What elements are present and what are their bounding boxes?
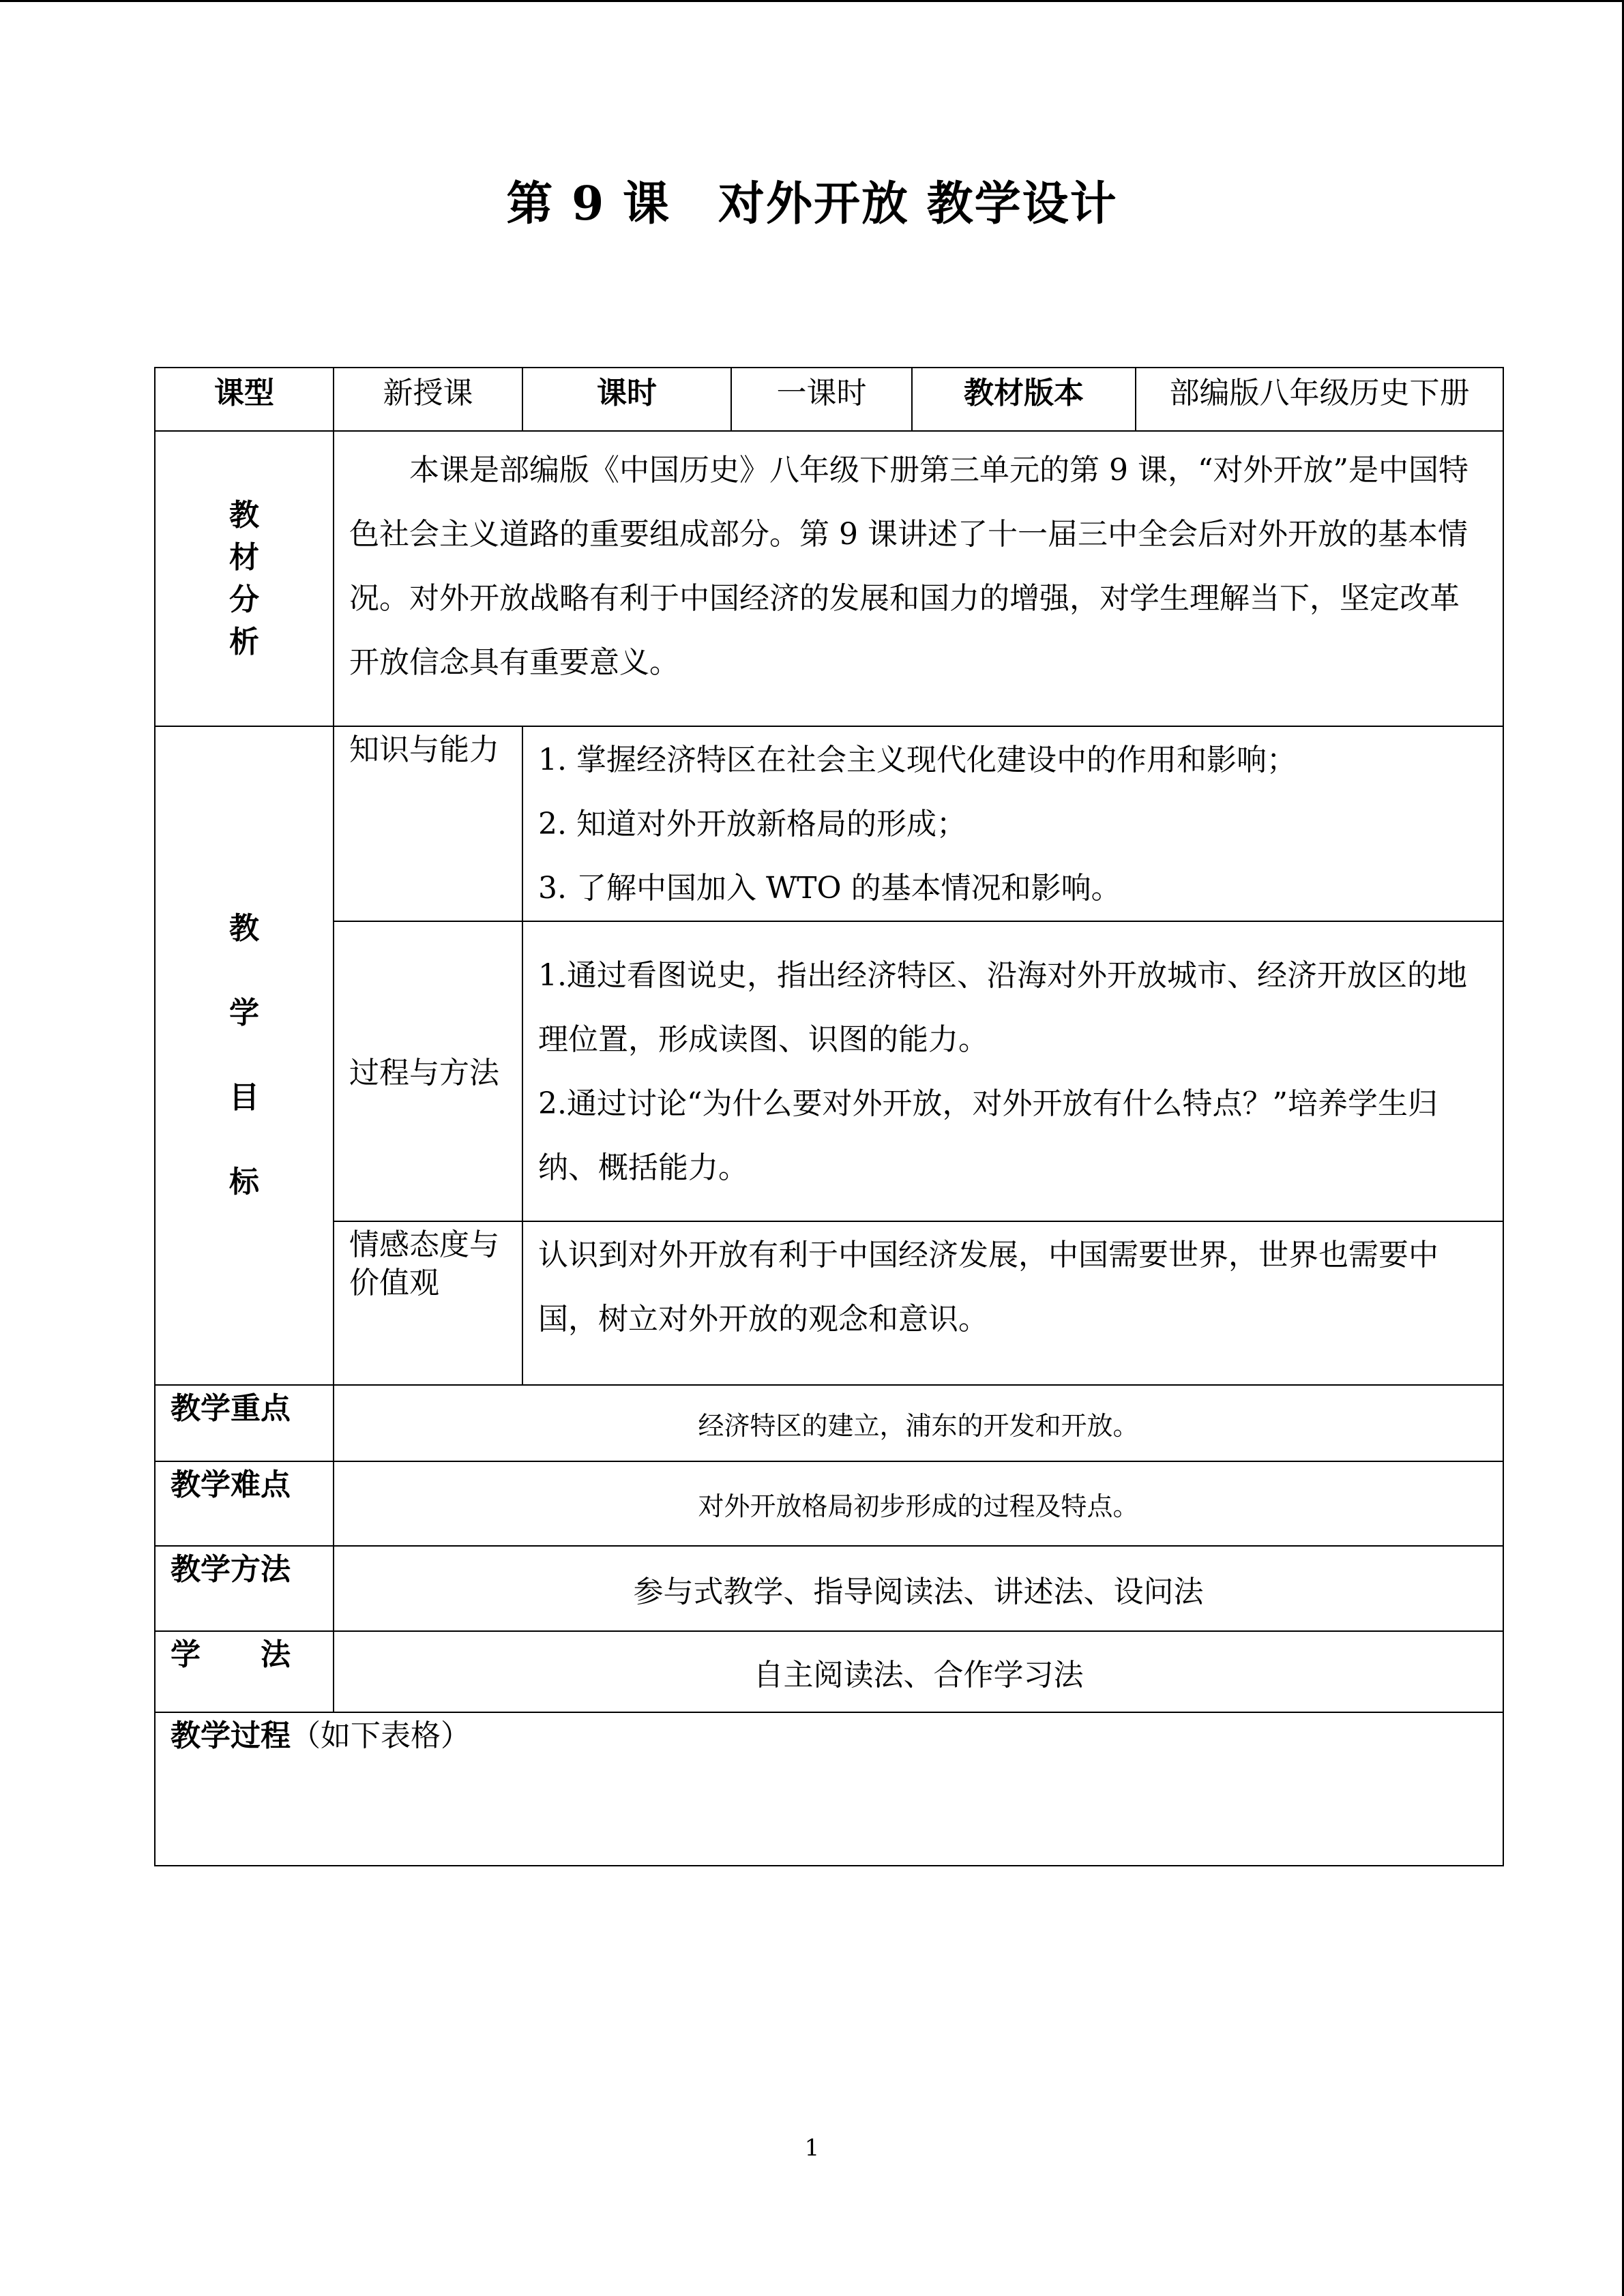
- methods-label: 教学方法: [155, 1546, 334, 1631]
- process-section-note: （如下表格）: [291, 1718, 471, 1753]
- list-item: 3. 了解中国加入 WTO 的基本情况和影响。: [538, 871, 1121, 906]
- analysis-label-char: 分: [229, 582, 259, 617]
- difficulties-label: 教学难点: [155, 1461, 334, 1546]
- page-number: 1: [804, 2134, 820, 2162]
- emotion-label: 情感态度与价值观: [334, 1221, 522, 1385]
- edition-label: 教材版本: [912, 368, 1136, 431]
- study-row: [155, 1631, 1503, 1712]
- emotion-text: 认识到对外开放有利于中国经济发展，中国需要世界，世界也需要中国，树立对外开放的观念和意识。: [522, 1221, 1503, 1385]
- analysis-label-char: 教: [229, 497, 259, 533]
- difficulties-value: 对外开放格局初步形成的过程及特点。: [334, 1461, 1503, 1546]
- key-points-value: 经济特区的建立，浦东的开发和开放。: [334, 1385, 1503, 1461]
- analysis-text: 本课是部编版《中国历史》八年级下册第三单元的第 9 课，“对外开放”是中国特色社会主义道路的重要组成部分。第 9 课讲述了十一届三中全会后对外开放的基本情况。对外开放战略有利于中国经济的发展和国力的增强，对学生理解当下，坚定改革开放信念具有重要意义。: [334, 431, 1503, 726]
- process-items: [522, 921, 1503, 1221]
- edition-value: 部编版八年级历史下册: [1136, 368, 1503, 431]
- process-section-label: 教学过程: [171, 1718, 291, 1753]
- type-value: 新授课: [334, 368, 522, 431]
- knowledge-label: 知识与能力: [334, 726, 522, 921]
- lesson-plan-table: [154, 367, 1504, 1866]
- list-item: 1. 掌握经济特区在社会主义现代化建设中的作用和影响；: [538, 743, 1297, 777]
- goals-label-char: 教: [229, 911, 259, 946]
- knowledge-row: [155, 726, 1503, 921]
- emotion-row: [155, 1221, 1503, 1385]
- process-label: 过程与方法: [334, 921, 522, 1221]
- key-points-label: 教学重点: [155, 1385, 334, 1461]
- analysis-label-char: 材: [229, 539, 259, 575]
- analysis-row: [155, 431, 1503, 726]
- list-item: 2.通过讨论“为什么要对外开放，对外开放有什么特点？”培养学生归纳、概括能力。: [538, 1086, 1438, 1185]
- page-title: 第 9 课 对外开放 教学设计: [506, 177, 1118, 231]
- process-row: [155, 921, 1503, 1221]
- difficulties-row: [155, 1461, 1503, 1546]
- goals-label-char: 标: [229, 1165, 259, 1199]
- study-label: 学 法: [155, 1631, 334, 1712]
- lesson-info-row: [155, 368, 1503, 431]
- analysis-label: [155, 431, 334, 726]
- methods-value: 参与式教学、指导阅读法、讲述法、设问法: [334, 1546, 1503, 1631]
- methods-row: [155, 1546, 1503, 1631]
- goals-label-char: 目: [229, 1080, 259, 1115]
- type-label: 课型: [155, 368, 334, 431]
- list-item: 2. 知道对外开放新格局的形成；: [538, 807, 966, 841]
- study-value: 自主阅读法、合作学习法: [334, 1631, 1503, 1712]
- process-section: [155, 1712, 1503, 1866]
- process-section-row: [155, 1712, 1503, 1866]
- knowledge-items: [522, 726, 1503, 921]
- hours-label: 课时: [522, 368, 731, 431]
- hours-value: 一课时: [731, 368, 912, 431]
- goals-label-char: 学: [229, 996, 259, 1030]
- goals-label: [155, 726, 334, 1385]
- key-points-row: [155, 1385, 1503, 1461]
- analysis-label-char: 析: [229, 624, 259, 659]
- list-item: 1.通过看图说史，指出经济特区、沿海对外开放城市、经济开放区的地理位置，形成读图、识图的能力。: [538, 958, 1467, 1057]
